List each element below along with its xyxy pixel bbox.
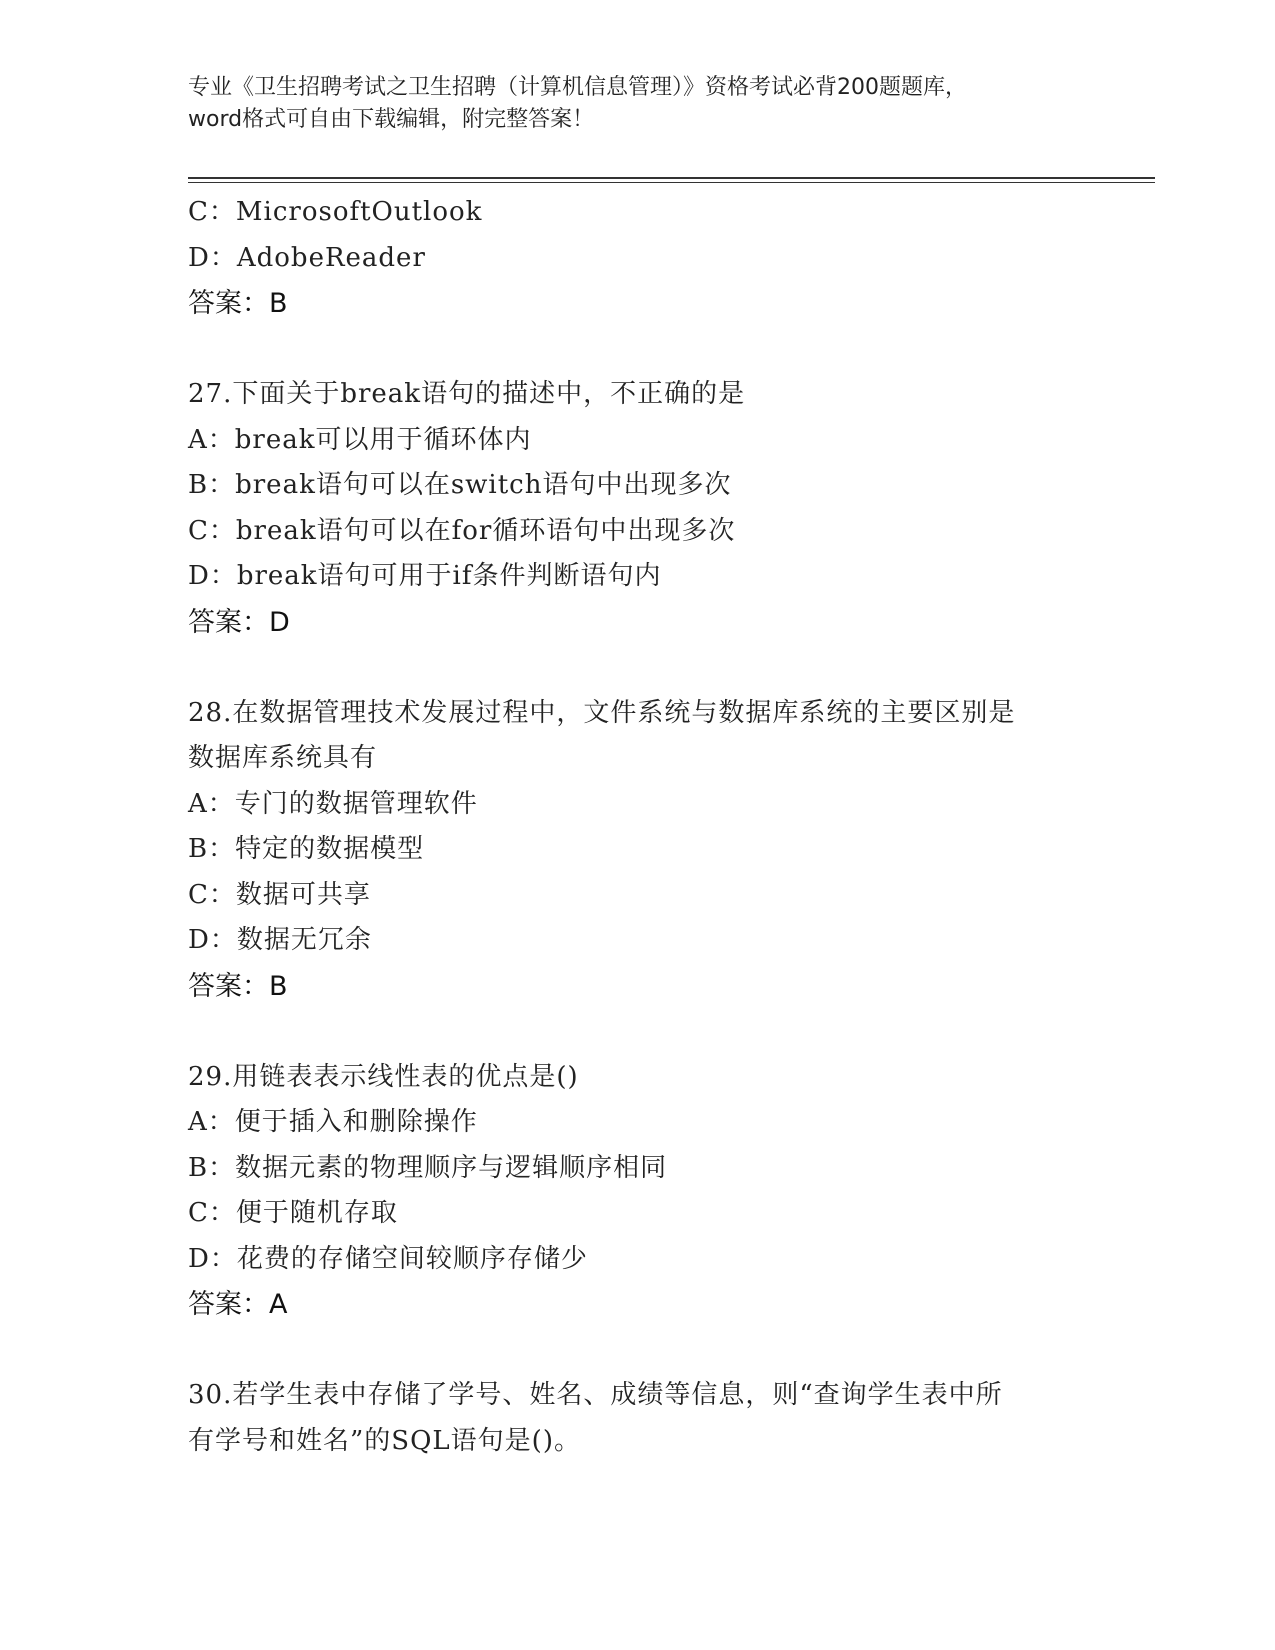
spacer xyxy=(188,327,1088,373)
spacer xyxy=(188,645,1088,691)
spacer xyxy=(188,1328,1088,1374)
question-29 xyxy=(188,1055,1088,1328)
question-28 xyxy=(188,691,1088,1010)
option-c: C：便于随机存取 xyxy=(188,1198,398,1228)
option-c: C：MicrosoftOutlook xyxy=(188,197,483,227)
option-b: B：break语句可以在switch语句中出现多次 xyxy=(188,470,732,500)
question-stem-line-2: 有学号和姓名”的SQL语句是()。 xyxy=(188,1425,581,1456)
option-c: C：break语句可以在for循环语句中出现多次 xyxy=(188,515,736,546)
option-a: A：便于插入和删除操作 xyxy=(188,1107,478,1137)
answer-line: 答案：A xyxy=(188,1289,288,1320)
answer-line: 答案：B xyxy=(188,288,288,319)
answer-line: 答案：D xyxy=(188,606,290,638)
option-c: C：数据可共享 xyxy=(188,879,371,910)
header-divider-thick xyxy=(188,177,1155,179)
option-d: D：AdobeReader xyxy=(188,242,426,273)
option-d: D：break语句可用于if条件判断语句内 xyxy=(188,561,662,591)
option-b: B：数据元素的物理顺序与逻辑顺序相同 xyxy=(188,1152,668,1183)
option-d: D：数据无冗余 xyxy=(188,925,372,955)
option-d: D：花费的存储空间较顺序存储少 xyxy=(188,1243,588,1274)
question-stem: 29.用链表表示线性表的优点是() xyxy=(188,1061,579,1092)
answer-line: 答案：B xyxy=(188,970,288,1002)
question-27 xyxy=(188,372,1088,645)
question-list xyxy=(188,190,1088,1464)
question-26-tail xyxy=(188,190,1088,327)
option-b: B：特定的数据模型 xyxy=(188,834,425,864)
question-stem-line-1: 28.在数据管理技术发展过程中，文件系统与数据库系统的主要区别是 xyxy=(188,697,1016,728)
header-title-line-2: word格式可自由下载编辑，附完整答案！ xyxy=(188,107,595,132)
header-title-line-1: 专业《卫生招聘考试之卫生招聘（计算机信息管理）》资格考试必背200题题库， xyxy=(188,75,967,100)
question-stem-line-2: 数据库系统具有 xyxy=(188,743,378,773)
question-stem: 27.下面关于break语句的描述中，不正确的是 xyxy=(188,379,746,409)
spacer xyxy=(188,1009,1088,1055)
option-a: A：专门的数据管理软件 xyxy=(188,788,478,819)
header-divider-thin xyxy=(188,182,1155,183)
page-header xyxy=(188,72,1088,136)
option-a: A：break可以用于循环体内 xyxy=(188,424,532,455)
question-stem-line-1: 30.若学生表中存储了学号、姓名、成绩等信息，则“查询学生表中所 xyxy=(188,1380,1003,1410)
question-30 xyxy=(188,1373,1088,1464)
